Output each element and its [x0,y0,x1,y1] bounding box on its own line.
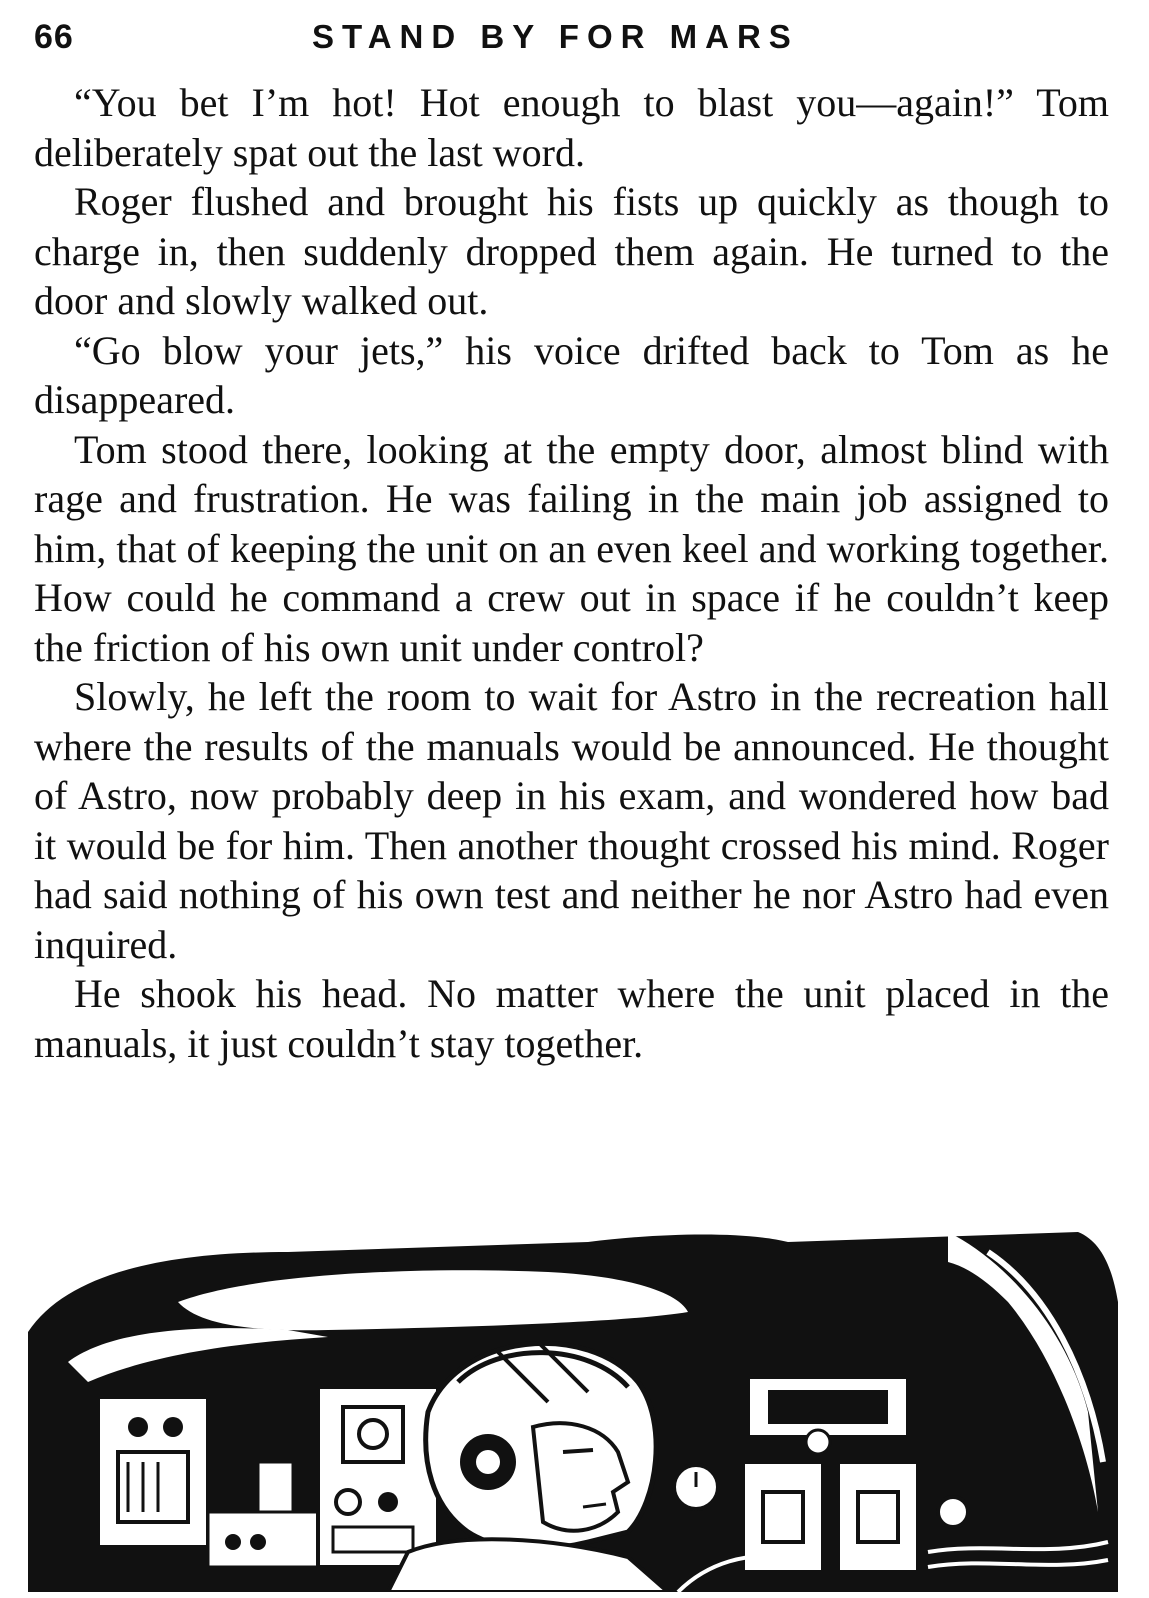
paragraph-3: “Go blow your jets,” his voice drifted back to Tom as he disappeared. [34,327,1109,422]
running-head [34,14,1109,64]
paragraph-6: He shook his head. No matter where the unit placed in the manuals, it just couldn’t stay together. [34,971,1109,1066]
cockpit-drawing [28,1212,1118,1592]
paragraph-2: Roger flushed and brought his fists up quickly as though to charge in, then suddenly dropped them again. He turned to the door and slowly walked out. [34,179,1109,323]
book-title: STAND BY FOR MARS [312,18,799,55]
body-text [34,78,1109,1068]
page-number: 66 [34,18,74,56]
cockpit-illustration [28,1212,1118,1592]
paragraph-5: Slowly, he left the room to wait for Astro in the recreation hall where the results of the manuals would be announced. He thought of Astro, now probably deep in his exam, and wondered how bad it would be for him. Then another thought crossed his mind. Roger had said nothing of his own test and neither he nor Astro had even inquired. [34,674,1109,967]
paragraph-4: Tom stood there, looking at the empty door, almost blind with rage and frustration. He was failing in the main job assigned to him, that of keeping the unit on an even keel and working together. How could he command a crew out in space if he couldn’t keep the friction of his own unit under control? [34,426,1109,670]
paragraph-1: “You bet I’m hot! Hot enough to blast you—again!” Tom deliberately spat out the last word. [34,80,1109,175]
